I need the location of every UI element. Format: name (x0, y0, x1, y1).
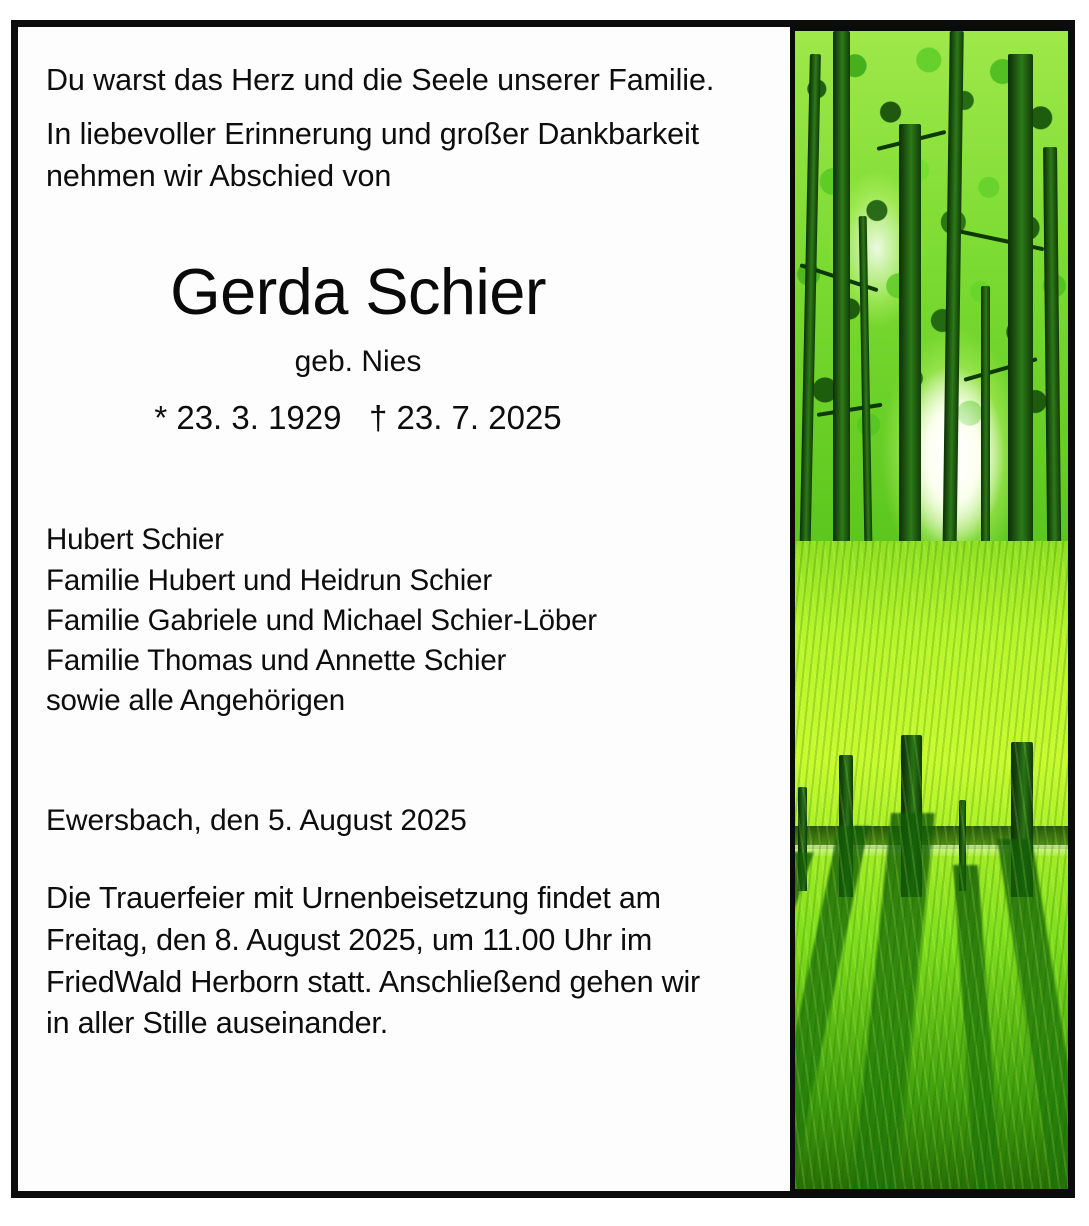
mourner-line: sowie alle Angehörigen (46, 683, 346, 717)
maiden-name: geb. Nies (294, 345, 422, 379)
obituary-card (11, 20, 1075, 1198)
mourner-line: Familie Thomas und Annette Schier (46, 643, 507, 677)
mourner-line: Familie Hubert und Heidrun Schier (46, 563, 492, 597)
intro-paragraph-1: Du warst das Herz und die Seele unserer Familie. (46, 63, 715, 97)
place-and-date: Ewersbach, den 5. August 2025 (46, 803, 467, 837)
grass-texture (795, 541, 1068, 1189)
intro-paragraph-2: In liebevoller Erinnerung und großer Dankbarkeit nehmen wir Abschied von (46, 117, 700, 193)
mourner-line: Familie Gabriele und Michael Schier-Löber (46, 603, 597, 637)
life-dates: * 23. 3. 1929 † 23. 7. 2025 (154, 399, 562, 437)
mourners-block (46, 520, 790, 721)
deceased-name-block (46, 255, 790, 437)
text-column (18, 27, 790, 1191)
intro-block (46, 60, 790, 197)
ceremony-details: Die Trauerfeier mit Urnenbeisetzung findet am Freitag, den 8. August 2025, um 11.00 Uhr im FriedWald Herborn statt. Anschließend gehen wir in aller Stille auseinander. (46, 880, 701, 1041)
mourner-line: Hubert Schier (46, 523, 224, 557)
deceased-name: Gerda Schier (170, 255, 546, 329)
forest-photo (790, 27, 1068, 1191)
forest-photo-image (795, 31, 1068, 1189)
